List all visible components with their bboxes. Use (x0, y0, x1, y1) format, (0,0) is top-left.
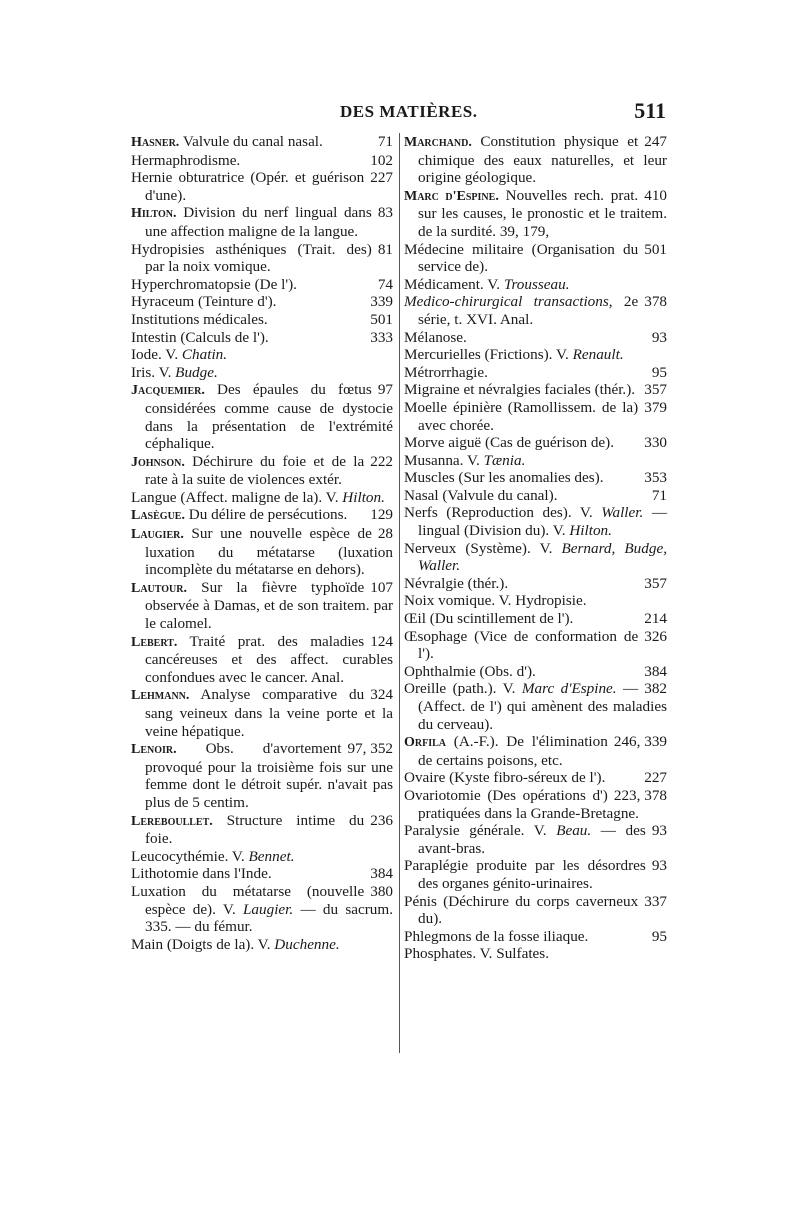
page-reference: 93 (651, 857, 667, 875)
entry-text: Des épaules du fœtus considérées comme cause de dystocie dans la présentation de l'extrémité céphalique. (145, 381, 393, 453)
page-reference: 222 (370, 452, 393, 470)
entry-text: Migraine et névralgies faciales (thér.). (404, 381, 636, 399)
entry-text: Nouvelles rech. prat. sur les causes, le pronostic et le traitem. de la surdité. 39, 179, (418, 186, 667, 240)
entry-text: Obs. d'avortement provoqué pour la troisième fois sur une femme dont le détroit supér. n'avait pas plus de 5 centim. (145, 740, 393, 811)
index-entry (131, 686, 393, 740)
entry-text: Main (Doigts de la). V. (131, 935, 275, 953)
index-entry (404, 293, 667, 328)
index-entry (131, 936, 393, 954)
page-reference: 333 (370, 328, 393, 346)
index-entry (404, 733, 667, 769)
index-entry (404, 663, 667, 681)
entry-text: Moelle épinière (Ramollissem. de la) avec chorée. (404, 398, 639, 434)
entry-text: Hyraceum (Teinture d'). (131, 293, 277, 311)
page-reference: 246, 339 (613, 733, 667, 751)
page-reference: 337 (644, 892, 667, 910)
index-entry (404, 187, 667, 241)
page-reference: 214 (644, 610, 667, 628)
entry-text: Ovaire (Kyste fibro-séreux de l'). (404, 769, 606, 787)
index-entry (131, 204, 393, 240)
page-reference: 379 (644, 398, 667, 416)
cross-reference: Hilton. (342, 488, 385, 506)
cross-reference: Hilton. (569, 522, 612, 540)
index-entry (131, 293, 393, 311)
index-entry (404, 346, 667, 364)
index-entry (404, 381, 667, 399)
author-name: Lebert. (131, 634, 178, 650)
entry-text: — des avant-bras. (418, 822, 646, 857)
index-entry (404, 469, 667, 487)
index-entry (131, 329, 393, 347)
entry-text: Névralgie (thér.). (404, 574, 509, 592)
author-name: Lehmann. (131, 688, 190, 704)
cross-reference: Bernard, Budge, Waller. (418, 539, 668, 575)
index-column-left (131, 133, 393, 953)
index-entry (131, 865, 393, 883)
index-entry (404, 241, 667, 276)
page-header (130, 100, 666, 130)
page-reference: 324 (370, 686, 393, 704)
entry-text: Intestin (Calculs de l'). (131, 328, 269, 346)
page-reference: 83 (377, 204, 393, 222)
entry-text: Iode. V. (131, 346, 182, 364)
cross-reference: Laugier. (242, 900, 294, 918)
author-name: Hasner. (131, 135, 180, 150)
entry-text: Déchirure du foie et de la rate à la suite de violences extér. (145, 452, 365, 489)
author-name: Johnson. (131, 454, 185, 470)
entry-text: — (Affect. de l') qui amènent des maladies du cerveau). (418, 680, 667, 733)
index-entry (131, 489, 393, 507)
page-reference: 102 (370, 151, 393, 169)
entry-text: — du sacrum. 335. — du fémur. (145, 900, 393, 936)
page-reference: 93 (651, 328, 667, 346)
index-entry (404, 928, 667, 946)
entry-text: Médicament. V. (404, 275, 504, 293)
page-reference: 95 (651, 363, 667, 381)
page-reference: 378 (644, 293, 667, 311)
index-entry (404, 857, 667, 892)
entry-text: Division du nerf lingual dans une affection maligne de la langue. (145, 204, 372, 240)
page-reference: 236 (370, 811, 393, 829)
index-entry (404, 329, 667, 347)
entry-text: Muscles (Sur les anomalies des). (404, 469, 604, 487)
index-entry (404, 945, 667, 963)
page-reference: 501 (644, 240, 667, 258)
index-entry (404, 628, 667, 663)
author-name: Lautour. (131, 580, 187, 596)
page-reference: 97 (377, 381, 393, 399)
index-entry (404, 592, 667, 610)
page-reference: 380 (370, 882, 393, 900)
cross-reference: Budge. (175, 363, 218, 381)
page-reference: 357 (644, 381, 667, 399)
author-name: Marchand. (404, 135, 472, 150)
page-reference: 97, 352 (347, 740, 393, 758)
index-entry (404, 276, 667, 294)
index-column-right (404, 133, 667, 963)
index-entry (404, 575, 667, 593)
page-reference: 107 (370, 578, 393, 596)
entry-text: Analyse comparative du sang veineux dans la veine porte et la veine hépatique. (145, 686, 393, 740)
entry-text: 2e série, t. XVI. Anal. (418, 293, 639, 328)
entry-text: Lithotomie dans l'Inde. (131, 865, 272, 883)
index-entry (131, 241, 393, 276)
index-entry (131, 453, 393, 489)
entry-text: Œil (Du scintillement de l'). (404, 610, 574, 628)
index-entry (131, 133, 393, 152)
page-reference: 410 (644, 186, 667, 204)
index-entry (131, 152, 393, 170)
entry-text: Hermaphrodisme. (131, 151, 241, 169)
index-entry (131, 506, 393, 525)
page-reference: 326 (644, 627, 667, 645)
entry-text: Noix vomique. V. Hydropisie. (404, 592, 587, 610)
entry-text: Nerveux (Système). V. (404, 539, 562, 557)
index-entry (404, 680, 667, 733)
entry-text: Hyperchromatopsie (De l'). (131, 275, 297, 293)
page-reference: 353 (644, 469, 667, 487)
index-entry (131, 740, 393, 811)
entry-text: Constitution physique et chimique des eaux naturelles, et leur origine géologique. (418, 133, 667, 187)
page-reference: 95 (651, 927, 667, 945)
author-name: Marc d'Espine. (404, 188, 499, 204)
index-entry (404, 540, 667, 575)
entry-text: Traité prat. des maladies cancéreuses et des affect. curables confondues avec le cancer. Anal. (145, 632, 393, 686)
entry-text: Institutions médicales. (131, 310, 268, 328)
entry-text: Médecine militaire (Organisation du service de). (404, 240, 639, 276)
page-reference: 71 (377, 133, 393, 150)
entry-text: Paraplégie produite par les désordres des organes génito-urinaires. (404, 857, 646, 892)
entry-text: Sur une nouvelle espèce de luxation du métatarse (luxation incomplète du métatarse en dehors). (145, 525, 393, 579)
cross-reference: Beau. (556, 822, 592, 840)
page-reference: 384 (370, 865, 393, 883)
index-entry (131, 883, 393, 936)
entry-text: Mélanose. (404, 328, 467, 346)
index-entry (404, 504, 667, 539)
entry-text: Nasal (Valvule du canal). (404, 486, 558, 504)
entry-text: Mercurielles (Frictions). V. (404, 346, 573, 364)
entry-text: Métrorrhagie. (404, 363, 488, 381)
cross-reference: Chatin. (181, 346, 228, 364)
entry-text: Hydropisies asthéniques (Trait. des) par la noix vomique. (131, 240, 372, 276)
cross-reference: Tænia. (483, 451, 526, 469)
page-reference: 501 (370, 310, 393, 328)
entry-text: Valvule du canal nasal. (179, 133, 323, 150)
entry-text: Musanna. V. (404, 451, 484, 469)
page-reference: 357 (644, 574, 667, 592)
index-entry (404, 487, 667, 505)
page-reference: 247 (644, 133, 667, 150)
entry-text: (A.-F.). De l'élimination de certains poisons, etc. (418, 733, 608, 769)
page-reference: 227 (644, 769, 667, 787)
index-entry (131, 169, 393, 204)
cross-reference: Trousseau. (503, 275, 570, 293)
index-entry (404, 769, 667, 787)
index-entry (404, 133, 667, 187)
index-entry (404, 364, 667, 382)
author-name: Lasègue. (131, 508, 185, 524)
cross-reference: Marc d'Espine. (521, 680, 617, 698)
page-reference: 330 (644, 434, 667, 452)
index-entry (404, 452, 667, 470)
entry-text: Nerfs (Reproduction des). V. (404, 504, 602, 522)
author-name: Lenoir. (131, 742, 177, 758)
entry-text: Luxation du métatarse (nouvelle espèce de). V. (131, 882, 365, 918)
entry-text: Paralysie générale. V. (404, 822, 557, 840)
author-name: Jacquemier. (131, 383, 205, 399)
page-reference: 382 (644, 680, 667, 698)
cross-reference: Waller. (601, 504, 644, 522)
page-reference: 384 (644, 662, 667, 680)
entry-text: Langue (Affect. maligne de la). V. (131, 488, 343, 506)
author-name: Hilton. (131, 206, 177, 222)
entry-text: Hernie obturatrice (Opér. et guérison d'une). (131, 169, 365, 204)
page-reference: 124 (370, 632, 393, 650)
index-entry (404, 787, 667, 822)
entry-text: Morve aiguë (Cas de guérison de). (404, 434, 615, 452)
index-entry (131, 364, 393, 382)
entry-text: Leucocythémie. V. (131, 847, 249, 865)
cross-reference: Bennet. (248, 847, 295, 865)
page-reference: 28 (377, 525, 393, 543)
author-name: Laugier. (131, 527, 184, 543)
page-reference: 74 (377, 275, 393, 293)
entry-text: Œsophage (Vice de conformation de l'). (404, 627, 639, 663)
entry-text: Iris. V. (131, 363, 176, 381)
index-entry (131, 848, 393, 866)
entry-text: Ovariotomie (Des opérations d') pratiquées dans la Grande-Bretagne. (404, 786, 639, 822)
entry-text: Sur la fièvre typhoïde observée à Damas, et de son traitem. par le calomel. (145, 578, 393, 633)
index-entry (404, 434, 667, 452)
index-entry (404, 822, 667, 857)
index-entry (131, 633, 393, 687)
index-entry (131, 812, 393, 848)
page-reference: 81 (377, 240, 393, 258)
index-entry (131, 381, 393, 452)
page-reference: 129 (370, 506, 393, 524)
page-reference: 223, 378 (613, 786, 667, 804)
entry-text: Structure intime du foie. (145, 811, 365, 848)
running-title: DES MATIÈRES. (340, 102, 478, 121)
index-entry (131, 346, 393, 364)
page-reference: 339 (370, 293, 393, 311)
entry-text: Ophthalmie (Obs. d'). (404, 662, 536, 680)
page-reference: 93 (651, 822, 667, 840)
entry-text: Phlegmons de la fosse iliaque. (404, 927, 589, 945)
index-entry (131, 276, 393, 294)
author-name: Lereboullet. (131, 813, 213, 829)
page-reference: 71 (651, 486, 667, 504)
author-name: Orfila (404, 735, 447, 751)
cross-reference: Medico-chirurgical transactions, (404, 293, 613, 311)
index-entry (131, 311, 393, 329)
entry-text: Pénis (Déchirure du corps caverneux du). (404, 892, 639, 928)
page-number: 511 (634, 98, 666, 123)
index-entry (404, 893, 667, 928)
index-entry (404, 610, 667, 628)
index-entry (131, 525, 393, 579)
index-entry (131, 579, 393, 633)
index-entry (404, 399, 667, 434)
cross-reference: Renault. (572, 346, 624, 364)
entry-text: Du délire de persécutions. (184, 506, 348, 524)
page-reference: 227 (370, 169, 393, 187)
entry-text: — lingual (Division du). V. (418, 504, 667, 540)
entry-text: Oreille (path.). V. (404, 680, 522, 698)
column-divider (399, 133, 400, 1053)
cross-reference: Duchenne. (274, 935, 340, 953)
entry-text: Phosphates. V. Sulfates. (404, 945, 549, 963)
